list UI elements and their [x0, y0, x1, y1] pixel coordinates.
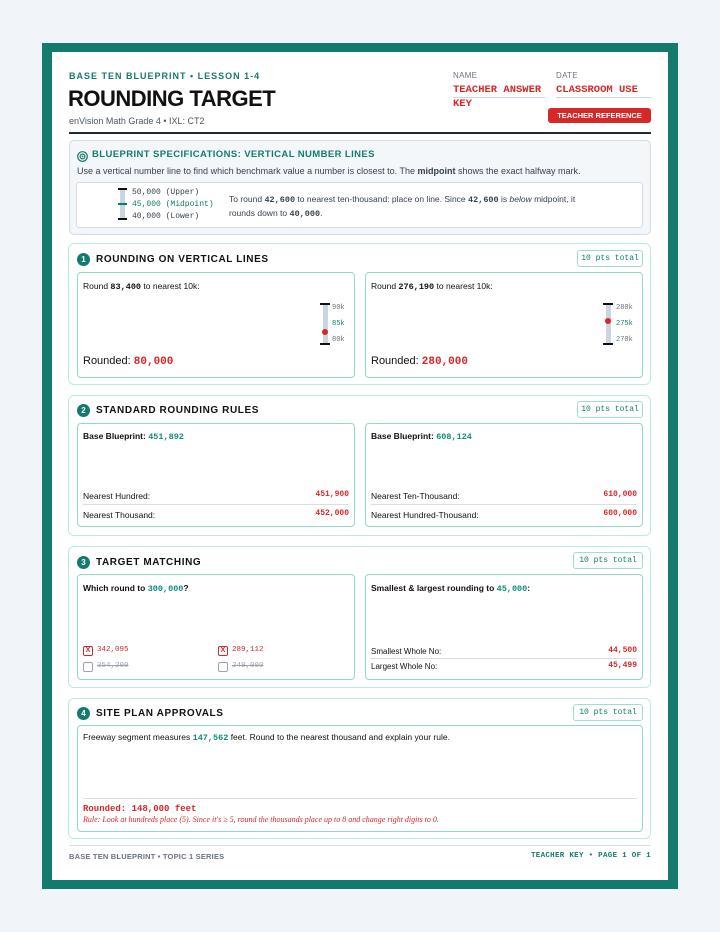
spec-text: .: [320, 208, 323, 218]
s2b-r1-value: 610,000: [603, 490, 637, 499]
section-1-number: 1: [77, 253, 90, 266]
question-text: ?: [183, 583, 189, 593]
section-2-number: 2: [77, 404, 90, 417]
s2a-r2-value: 452,000: [315, 509, 349, 518]
answer-value: 280,000: [421, 356, 468, 368]
s1b-prompt: [371, 281, 493, 292]
footer-divider: [69, 845, 651, 846]
name-value-line1: TEACHER ANSWER: [453, 84, 542, 96]
s1a-answer: [83, 355, 173, 368]
option-1-checkbox[interactable]: X: [83, 646, 93, 656]
section-3-number: 3: [77, 556, 90, 569]
spec-text: to nearest ten-thousand: place on line. Since: [295, 194, 469, 204]
label-text: Base Blueprint:: [371, 431, 437, 441]
specs-title: BLUEPRINT SPECIFICATIONS: VERTICAL NUMBER LINES: [92, 149, 375, 160]
s3b-r1-value: 44,500: [608, 646, 637, 655]
target-icon: [77, 149, 88, 160]
date-value: CLASSROOM USE: [556, 84, 638, 96]
s1a-tick-top: [320, 303, 330, 305]
spec-upper-label: 50,000 (Upper): [132, 188, 200, 197]
s1b-mid-label: 275k: [616, 320, 633, 328]
question-number: 45,000: [496, 584, 528, 594]
option-4-label: 249,000: [232, 662, 264, 670]
prompt-number: 147,562: [192, 733, 229, 743]
footer-page: TEACHER KEY • PAGE 1 OF 1: [530, 852, 651, 860]
section-1-points: 10 pts total: [577, 250, 643, 267]
s2b-r1-label: Nearest Ten-Thousand:: [371, 491, 460, 501]
s1b-tick-bottom: [603, 343, 613, 345]
spec-text: rounds down to: [229, 208, 290, 218]
section-3-title: TARGET MATCHING: [96, 557, 202, 568]
question-number: 300,000: [147, 584, 184, 594]
spec-text: midpoint, it: [531, 194, 576, 204]
option-3-label: 354,200: [97, 662, 129, 670]
s2b-label: [371, 431, 472, 442]
s1b-marker: [605, 318, 611, 324]
s2a-divider: [83, 504, 349, 505]
s1a-prompt: [83, 281, 200, 292]
s4-answer: Rounded: 148,000 feet: [83, 804, 197, 814]
prompt-text: Freeway segment measures: [83, 732, 193, 742]
spec-lower-label: 40,000 (Lower): [132, 212, 200, 221]
blueprint-number: 608,124: [436, 432, 472, 442]
s2a-label: [83, 431, 184, 442]
spec-num: 42,600: [264, 195, 296, 205]
prompt-text: Round: [371, 281, 399, 291]
s2b-r2-label: Nearest Hundred-Thousand:: [371, 510, 479, 520]
s2b-r2-value: 600,000: [603, 509, 637, 518]
spec-text: To round: [229, 194, 265, 204]
section-4-title: SITE PLAN APPROVALS: [96, 708, 224, 719]
s1b-low-label: 270k: [616, 336, 633, 344]
option-2-checkbox[interactable]: X: [218, 646, 228, 656]
s2a-r1-label: Nearest Hundred:: [83, 491, 151, 501]
prompt-number: 276,190: [398, 282, 435, 292]
prompt-text: feet. Round to the nearest thousand and explain your rule.: [228, 732, 450, 742]
spec-num: 42,600: [468, 195, 499, 205]
answer-value: 80,000: [133, 356, 174, 368]
spec-mid-label: 45,000 (Midpoint): [132, 200, 214, 209]
section-2-title: STANDARD ROUNDING RULES: [96, 405, 260, 416]
specs-intro: [77, 166, 581, 176]
s1a-marker: [322, 329, 328, 335]
option-2-label: 289,112: [232, 646, 264, 654]
s4-rule: Rule: Look at hundreds place (5). Since it's ≥ 5, round the thousands place up to 8 and change right digits to 0.: [83, 815, 439, 824]
s3b-r2-value: 45,499: [608, 661, 637, 670]
specs-intro-midpoint: midpoint: [417, 166, 456, 176]
page-subtitle: enVision Math Grade 4 • IXL: CT2: [69, 116, 205, 126]
name-label: NAME: [453, 71, 478, 80]
spec-below: below: [509, 194, 532, 204]
s1b-top-label: 280k: [616, 304, 633, 312]
lesson-eyebrow: BASE TEN BLUEPRINT • LESSON 1-4: [69, 71, 261, 81]
question-text: Which round to: [83, 583, 148, 593]
spec-tick-lower: [118, 218, 127, 220]
s3b-question: [371, 583, 530, 594]
spec-text: is: [498, 194, 510, 204]
header-divider: [69, 132, 651, 134]
s1a-top-label: 90k: [332, 304, 345, 312]
name-value-line2: KEY: [453, 98, 472, 110]
s3a-question: [83, 583, 189, 594]
s3b-divider: [371, 658, 637, 659]
spec-example-text: [229, 193, 629, 221]
answer-label: Rounded:: [83, 355, 134, 367]
s3b-r2-label: Largest Whole No:: [371, 662, 438, 671]
page-title: ROUNDING TARGET: [68, 86, 276, 111]
s1a-number-line: [323, 304, 328, 344]
footer-series: BASE TEN BLUEPRINT • TOPIC 1 SERIES: [69, 852, 225, 861]
s1a-tick-bottom: [320, 343, 330, 345]
section-1-title: ROUNDING ON VERTICAL LINES: [96, 254, 269, 265]
s2a-r1-value: 451,900: [315, 490, 349, 499]
s2b-divider: [371, 504, 637, 505]
prompt-number: 83,400: [110, 282, 142, 292]
s3b-r1-label: Smallest Whole No:: [371, 647, 442, 656]
option-3-checkbox[interactable]: [83, 662, 93, 672]
s1b-number-line: [606, 304, 611, 344]
spec-tick-mid: [118, 203, 127, 205]
teacher-reference-badge: TEACHER REFERENCE: [548, 108, 651, 123]
prompt-text: Round: [83, 281, 111, 291]
s1b-answer: [371, 355, 468, 368]
specs-intro-part: shows the exact halfway mark.: [455, 166, 581, 176]
answer-label: Rounded:: [371, 355, 422, 367]
s1b-tick-top: [603, 303, 613, 305]
label-text: Base Blueprint:: [83, 431, 149, 441]
question-text: Smallest & largest rounding to: [371, 583, 497, 593]
option-4-checkbox[interactable]: [218, 662, 228, 672]
section-3-points: 10 pts total: [573, 552, 643, 569]
s4-answer-divider: [83, 798, 637, 799]
prompt-text: to nearest 10k:: [434, 281, 493, 291]
s2a-r2-label: Nearest Thousand:: [83, 510, 156, 520]
section-4-number: 4: [77, 707, 90, 720]
s1a-low-label: 80k: [332, 336, 345, 344]
specs-intro-part: Use a vertical number line to find which benchmark value a number is closest to. The: [77, 166, 418, 176]
option-1-label: 342,095: [97, 646, 129, 654]
prompt-text: to nearest 10k:: [141, 281, 200, 291]
s4-prompt: [83, 732, 450, 743]
spec-tick-upper: [118, 188, 127, 190]
spec-num: 40,000: [289, 209, 321, 219]
blueprint-number: 451,892: [148, 432, 184, 442]
s1a-mid-label: 85k: [332, 320, 345, 328]
name-underline: [453, 97, 545, 98]
date-label: DATE: [556, 71, 578, 80]
date-underline: [556, 97, 651, 98]
question-text: :: [527, 583, 531, 593]
section-2-points: 10 pts total: [577, 401, 643, 418]
section-4-points: 10 pts total: [573, 704, 643, 721]
